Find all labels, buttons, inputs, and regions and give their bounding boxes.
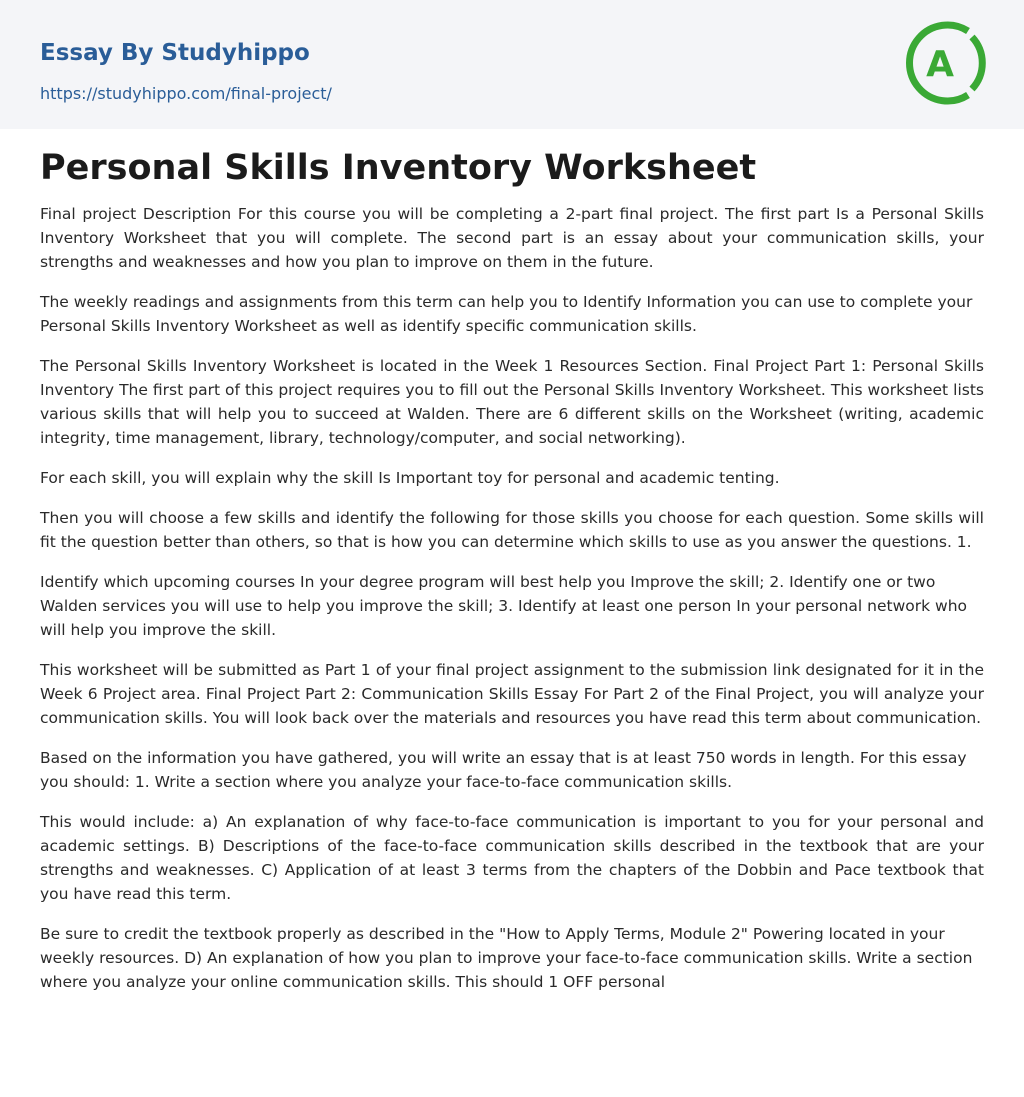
site-header — [0, 0, 1024, 129]
paragraph: The weekly readings and assignments from this term can help you to Identify Information you can use to complete your Personal Skills Inventory Worksheet as well as identify specific communication skills. — [40, 293, 973, 335]
logo-letter: A — [926, 44, 954, 85]
paragraph: The Personal Skills Inventory Worksheet is located in the Week 1 Resources Section. Final Project Part 1: Personal Skills Inventory The first part of this project requires you to fill out the Personal Skills Inventory Worksheet. This worksheet lists various skills that will help you to succeed at Walden. There are 6 different skills on the Worksheet (writing, academic integrity, time management, library, technology/computer, and social networking). — [40, 357, 984, 447]
paragraph: Then you will choose a few skills and identify the following for those skills you choose for each question. Some skills will fit the question better than others, so that is how you can determine which skills to use as you answer the questions. 1. — [40, 509, 984, 551]
paragraph: Final project Description For this course you will be completing a 2-part final project. The first part Is a Personal Skills Inventory Worksheet that you will complete. The second part is an essay about your communication skills, your strengths and weaknesses and how you plan to improve on them in the future. — [40, 205, 984, 271]
article — [0, 129, 1024, 994]
page-url-link[interactable]: https://studyhippo.com/final-project/ — [40, 84, 332, 103]
paragraph: Based on the information you have gathered, you will write an essay that is at least 750 words in length. For this essay you should: 1. Write a section where you analyze your face-to-face communication skills. — [40, 749, 967, 791]
paragraph: For each skill, you will explain why the skill Is Important toy for personal and academic tenting. — [40, 469, 780, 487]
brand-title[interactable]: Essay By Studyhippo — [40, 40, 310, 66]
studyhippo-logo-icon[interactable] — [898, 19, 986, 107]
article-body — [40, 202, 984, 994]
paragraph: Identify which upcoming courses In your degree program will best help you Improve the skill; 2. Identify one or two Walden services you will use to help you improve the skill; 3. Identify at least one person In your personal network who will help you improve the skill. — [40, 573, 968, 639]
paragraph: This would include: a) An explanation of why face-to-face communication is important to you for your personal and academic settings. B) Descriptions of the face-to-face communication skills described in the textbook that are your strengths and weaknesses. C) Application of at least 3 terms from the chapters of the Dobbin and Pace textbook that you have read this term. — [40, 813, 984, 903]
paragraph: Be sure to credit the textbook properly as described in the "How to Apply Terms, Module 2" Powering located in your weekly resources. D) An explanation of how you plan to improve your face-to-face communication skills. Write a section where you analyze your online communication skills. This should 1 OFF personal — [40, 925, 973, 991]
page-title: Personal Skills Inventory Worksheet — [40, 148, 757, 188]
paragraph: This worksheet will be submitted as Part 1 of your final project assignment to the submission link designated for it in the Week 6 Project area. Final Project Part 2: Communication Skills Essay For Part 2 of the Final Project, you will analyze your communication skills. You will look back over the materials and resources you have read this term about communication. — [40, 661, 984, 727]
